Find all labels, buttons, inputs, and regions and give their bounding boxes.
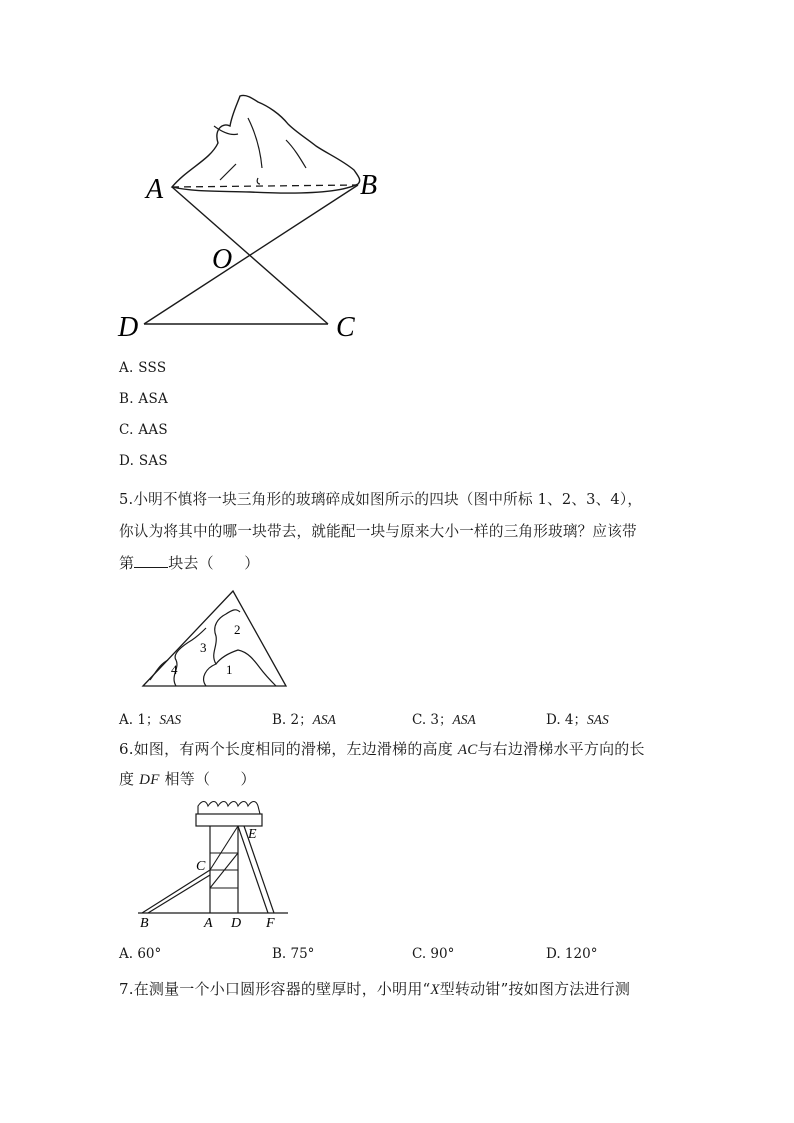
crown-top	[198, 802, 260, 815]
q5-option-b-prefix: B. 2；	[272, 712, 313, 728]
q5-answer-blank[interactable]	[134, 553, 168, 568]
q5-option-c[interactable]	[412, 708, 476, 728]
slide-label-b: B	[140, 916, 149, 931]
q6-line1-b: 与右边滑梯水平方向的长	[477, 740, 645, 758]
slide-label-d: D	[231, 916, 242, 931]
q6-line2-b: 相等（ ）	[159, 770, 256, 788]
tower-brace-1	[210, 826, 238, 870]
iceberg-outline	[172, 95, 360, 193]
figure-broken-glass	[140, 588, 290, 690]
platform	[196, 814, 262, 826]
q5-text-line-3	[119, 552, 259, 573]
piece-label-4: 4	[171, 662, 178, 677]
left-slide-2	[148, 875, 210, 913]
q6-option-a[interactable]: A. 60°	[119, 946, 162, 962]
q6-text-line-2	[119, 768, 256, 789]
q4-option-b[interactable]: B. ASA	[119, 391, 169, 407]
q5-option-a-method: SAS	[159, 712, 182, 727]
q5-option-b-method: ASA	[312, 712, 336, 727]
q5-text-line-1: 5.小明不慎将一块三角形的玻璃碎成如图所示的四块（图中所标 1、2、3、4），	[119, 491, 643, 508]
q6-var-ac: AC	[457, 742, 478, 758]
q4-option-c[interactable]: C. AAS	[119, 422, 168, 438]
q7-var-x: X	[430, 982, 440, 998]
q7-text-b: 型转动钳”按如图方法进行测	[439, 980, 631, 998]
q5-line3-after: 块去（ ）	[168, 554, 260, 572]
label-b: B	[360, 170, 378, 201]
glass-triangle	[143, 591, 286, 686]
slide-label-c: C	[196, 859, 206, 874]
q6-text-line-1	[119, 738, 645, 759]
q7-text-a: 7.在测量一个小口圆形容器的壁厚时，小明用“	[119, 980, 431, 998]
q6-option-c[interactable]: C. 90°	[412, 946, 455, 962]
q5-option-a-prefix: A. 1；	[119, 712, 160, 728]
q6-option-d[interactable]: D. 120°	[546, 946, 598, 962]
piece-label-1: 1	[226, 662, 233, 677]
slide-label-f: F	[266, 916, 275, 931]
label-d: D	[118, 312, 139, 343]
segment-ab-dashed	[172, 185, 358, 187]
crack-3	[216, 650, 276, 686]
slide-label-a: A	[204, 916, 213, 931]
iceberg-inner-line-3	[220, 164, 236, 180]
q5-option-c-prefix: C. 3；	[412, 712, 453, 728]
piece-label-3: 3	[200, 640, 207, 655]
q5-option-a[interactable]	[119, 708, 181, 728]
iceberg-inner-line-1	[248, 118, 262, 168]
piece-label-2: 2	[234, 622, 241, 637]
q6-var-df: DF	[139, 772, 160, 788]
slide-label-e: E	[248, 827, 257, 842]
q5-option-d-prefix: D. 4；	[546, 712, 588, 728]
label-a: A	[146, 174, 164, 205]
q5-option-d-method: SAS	[587, 712, 609, 727]
q6-option-b[interactable]: B. 75°	[272, 946, 315, 962]
label-o: O	[212, 244, 233, 275]
label-c: C	[336, 312, 355, 343]
q5-text-line-2: 你认为将其中的哪一块带去，就能配一块与原来大小一样的三角形玻璃？应该带	[119, 523, 637, 540]
q5-option-d[interactable]	[546, 708, 609, 728]
q4-option-d[interactable]: D. SAS	[119, 453, 168, 469]
iceberg-inner-line-2	[286, 140, 306, 168]
q4-option-a[interactable]: A. SSS	[119, 360, 167, 376]
q5-option-b[interactable]	[272, 708, 336, 728]
figure-slides	[132, 798, 292, 934]
left-slide-1	[142, 870, 210, 913]
figure-iceberg-triangles	[110, 88, 400, 348]
q6-line1-a: 6.如图，有两个长度相同的滑梯，左边滑梯的高度	[119, 740, 458, 758]
segment-bd	[144, 185, 358, 324]
q6-line2-a: 度	[119, 770, 140, 788]
q7-text-line-1	[119, 978, 630, 999]
q5-option-c-method: ASA	[452, 712, 476, 727]
q5-line3-before: 第	[119, 554, 135, 572]
iceberg-inner-line-5	[257, 178, 260, 184]
